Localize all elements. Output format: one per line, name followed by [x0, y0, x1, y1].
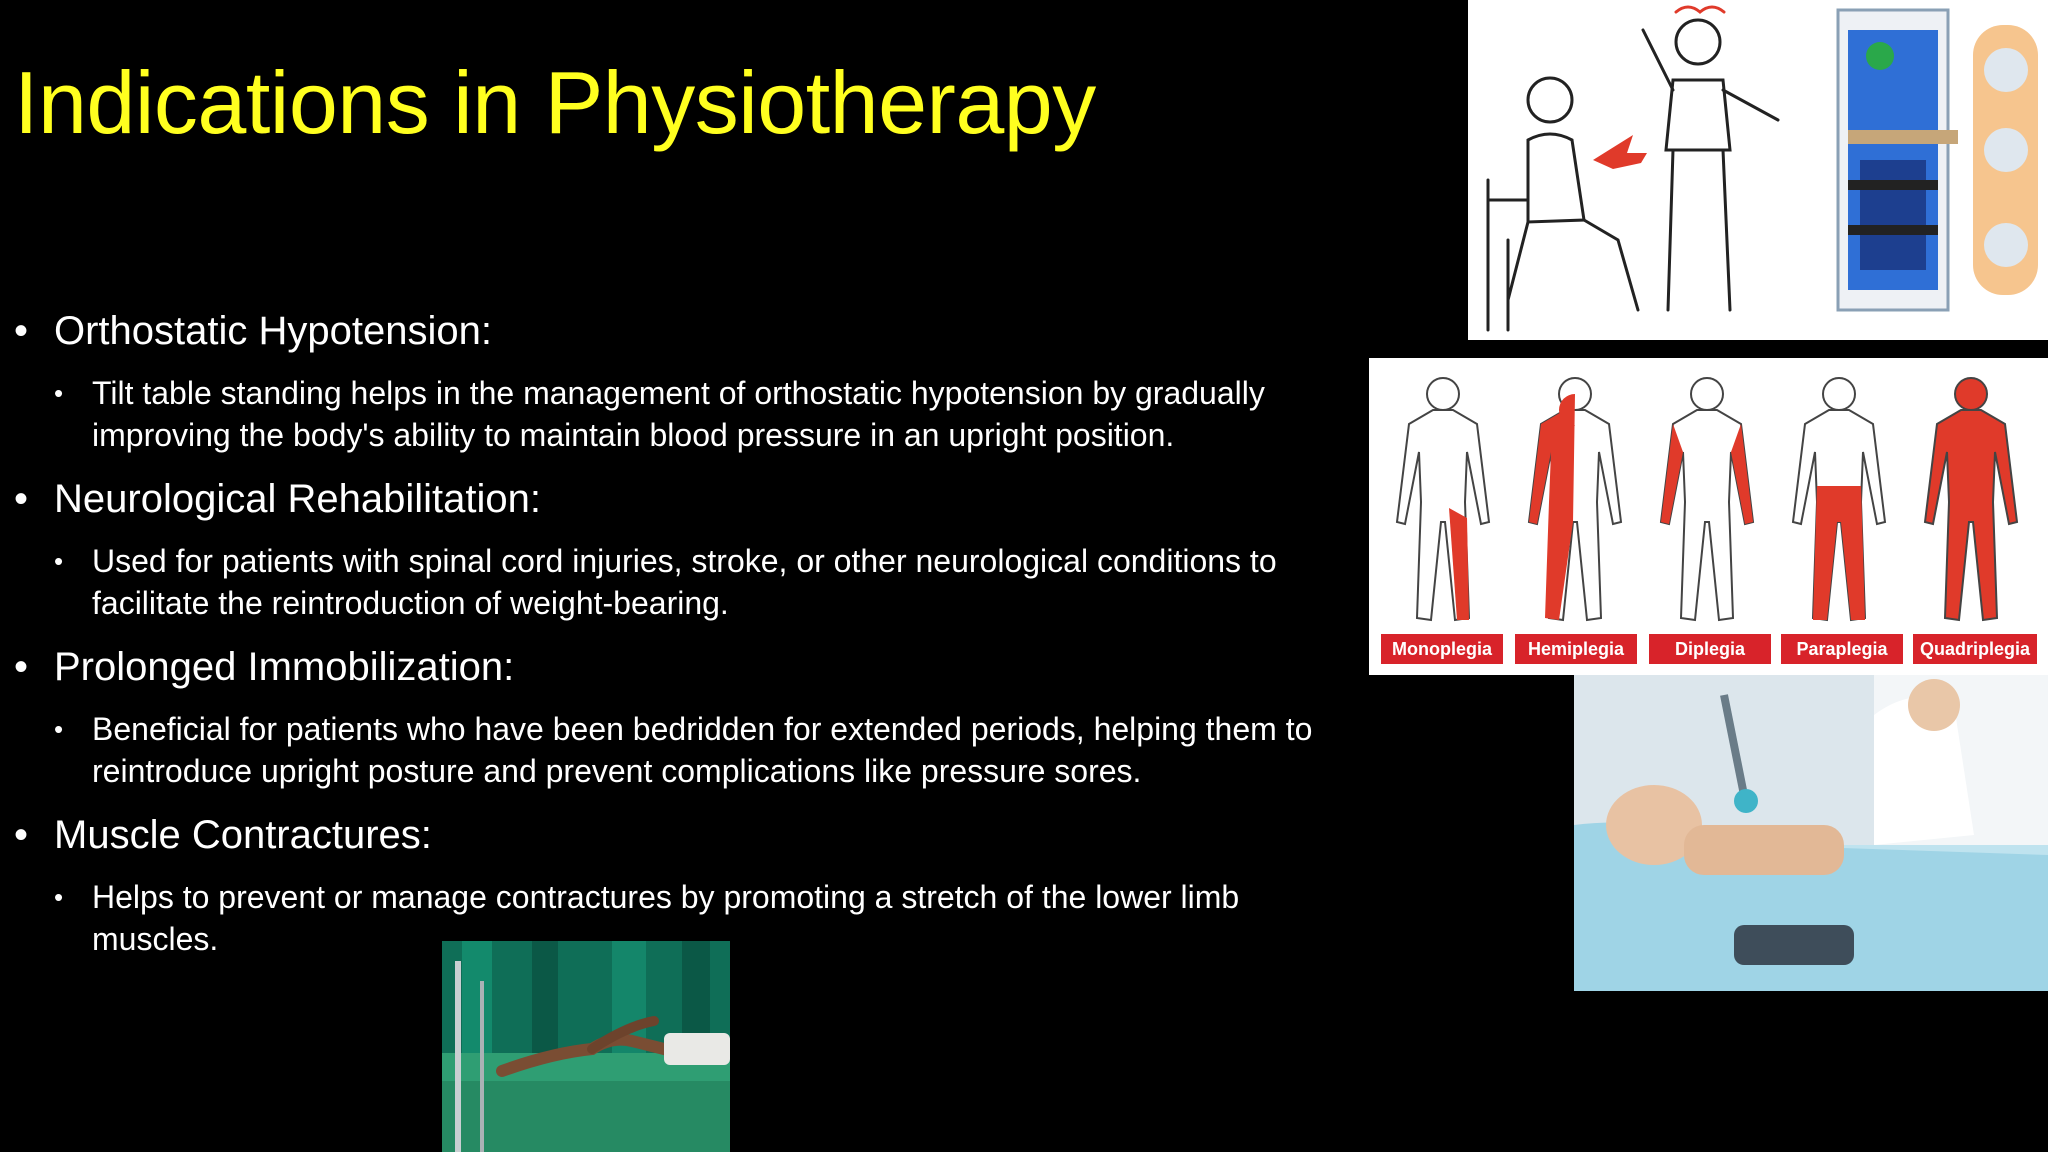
paralysis-types-illustration: [1369, 358, 2048, 675]
slide-title: Indications in Physiotherapy: [14, 53, 1096, 152]
bullet-list: [14, 308, 1354, 980]
bullet-heading: • Orthostatic Hypotension:: [14, 308, 1354, 354]
orthostatic-tilt-table-illustration: [1468, 0, 2048, 340]
contracture-patient-photo: [442, 941, 730, 1152]
label-quadriplegia: Quadriplegia: [1919, 639, 2031, 659]
bullet-heading: • Prolonged Immobilization:: [14, 644, 1354, 690]
bullet-detail: • Tilt table standing helps in the management of orthostatic hypotension by gradually improving the body's ability to maintain blood pressure in an upright position.: [54, 372, 1354, 456]
bedridden-patient-photo: [1574, 675, 2048, 991]
label-hemiplegia: Hemiplegia: [1527, 639, 1625, 659]
bullet-detail: • Beneficial for patients who have been bedridden for extended periods, helping them to reintroduce upright posture and prevent complications like pressure sores.: [54, 708, 1354, 792]
label-diplegia: Diplegia: [1674, 639, 1745, 659]
bullet-heading: • Muscle Contractures:: [14, 812, 1354, 858]
bullet-heading: • Neurological Rehabilitation:: [14, 476, 1354, 522]
bullet-detail: • Helps to prevent or manage contractures by promoting a stretch of the lower limb muscles.: [54, 876, 1354, 960]
label-monoplegia: Monoplegia: [1392, 639, 1492, 659]
label-paraplegia: Paraplegia: [1796, 639, 1888, 659]
bullet-detail: • Used for patients with spinal cord injuries, stroke, or other neurological conditions to facilitate the reintroduction of weight-bearing.: [54, 540, 1354, 624]
